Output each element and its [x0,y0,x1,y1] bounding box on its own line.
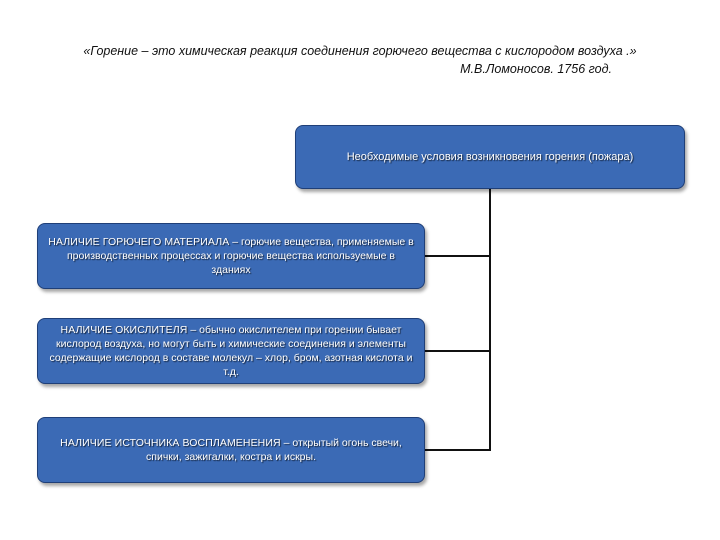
connector-vertical [489,189,491,451]
condition-node-text [46,235,416,277]
lomonosov-quote [40,42,680,78]
connector-branch-3 [425,449,491,451]
connector-branch-1 [425,255,491,257]
quote-text: «Горение – это химическая реакция соединения горючего вещества с кислородом воздуха .» [83,44,637,58]
condition-title: НАЛИЧИЕ ГОРЮЧЕГО МАТЕРИАЛА [48,236,230,248]
condition-node-fuel [37,223,425,289]
condition-node-ignition-source [37,417,425,483]
root-node-conditions [295,125,685,189]
condition-node-text [46,323,416,379]
condition-description: – открытый огонь свечи, спички, зажигалки, костра и искры. [146,437,402,463]
condition-title: НАЛИЧИЕ ОКИСЛИТЕЛЯ [60,324,188,336]
quote-attribution: М.В.Ломоносов. 1756 год. [460,62,612,76]
condition-description: – обычно окислителем при горении бывает кислород воздуха, но могут быть и химические соединения и элементы содержащие кислород в составе молекул – хлор, бром, азотная кислота и т.д. [49,324,413,378]
condition-description: – горючие вещества, применяемые в производственных процессах и горючие вещества используемые в зданиях [66,236,414,276]
root-node-label: Необходимые условия возникновения горения (пожара) [346,151,634,163]
connector-branch-2 [425,350,491,352]
condition-node-oxidizer [37,318,425,384]
condition-title: НАЛИЧИЕ ИСТОЧНИКА ВОСПЛАМЕНЕНИЯ [60,437,281,449]
condition-node-text [46,436,416,464]
